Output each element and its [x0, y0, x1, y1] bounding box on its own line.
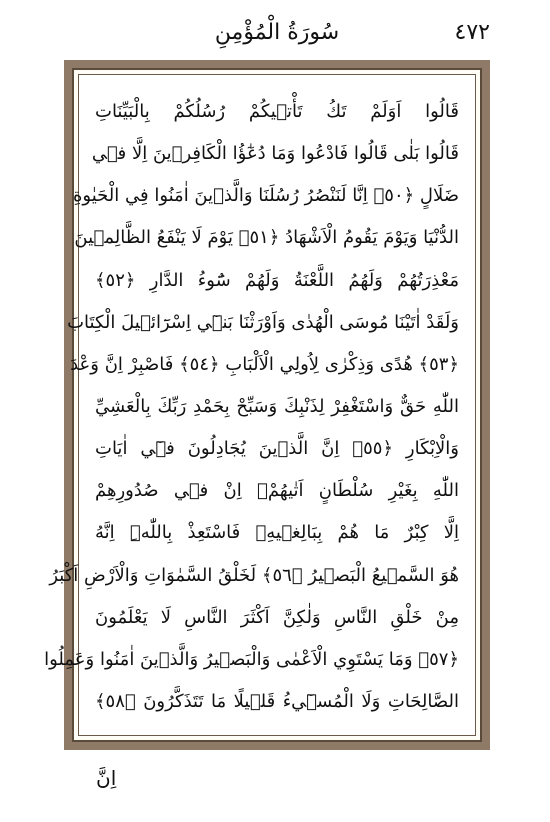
text-line-11: اِلَّا كِبْرٌ مَا هُمْ بِبَالِغ۪يهِۚ فَاسْتَعِذْ بِاللّٰهِۜ اِنَّهُ [95, 522, 459, 544]
text-line-9: وَالْاِبْكَارِ ﴿٥٥﴾ اِنَّ الَّذ۪ينَ يُجَادِلُونَ ف۪ٓي اٰيَاتِ [95, 438, 459, 460]
text-line-3: ضَلَالٍ ﴿٥٠﴾ اِنَّا لَنَنْصُرُ رُسُلَنَا وَالَّذ۪ينَ اٰمَنُوا فِي الْحَيٰوةِ [73, 185, 459, 207]
frame-inner-border [44, 68, 482, 742]
page-frame [44, 60, 490, 750]
text-line-2: قَالُوا بَلٰى قَالُوا فَادْعُوا وَمَا دُعٰٓؤُا الْكَافِر۪ينَ اِلَّا ف۪ي [91, 143, 459, 165]
text-line-5: مَعْذِرَتُهُمْ وَلَهُمُ اللَّعْنَةُ وَلَهُمْ سُٓوءُ الدَّارِ ﴿٥٢﴾ [95, 269, 459, 291]
catchword: اِنَّ [96, 766, 117, 790]
text-line-14: ﴿٥٧﴾ وَمَا يَسْتَوِي الْاَعْمٰى وَالْبَص۪يرُ وَالَّذ۪ينَ اٰمَنُوا وَعَمِلُوا [44, 648, 459, 670]
surah-title: سُورَةُ الْمُؤْمِنِ [214, 20, 340, 45]
quran-text-panel [44, 74, 476, 736]
text-line-10: اللّٰهِ بِغَيْرِ سُلْطَانٍ اَتٰيهُمْۙ اِنْ ف۪ي صُدُورِهِمْ [95, 480, 459, 502]
text-line-1: قَالُوا اَوَلَمْ تَكُ تَأْت۪يكُمْ رُسُلُكُمْ بِالْبَيِّنَاتِ [95, 101, 459, 122]
page-number: ٤٧٢ [454, 20, 490, 45]
text-line-13: مِنْ خَلْقِ النَّاسِ وَلٰكِنَّ اَكْثَرَ النَّاسِ لَا يَعْلَمُونَ [95, 606, 459, 628]
text-line-4: الدُّنْيَا وَيَوْمَ يَقُومُ الْاَشْهَادُ ﴿٥١﴾ يَوْمَ لَا يَنْفَعُ الظَّالِم۪ينَ [74, 227, 459, 249]
text-line-12: هُوَ السَّم۪يعُ الْبَص۪يرُ ﴿٥٦﴾ لَخَلْقُ السَّمٰوَاتِ وَالْاَرْضِ اَكْبَرُ [49, 564, 459, 586]
text-line-6: وَلَقَدْ اٰتَيْنَا مُوسَى الْهُدٰى وَاَوْرَثْنَا بَن۪ٓي اِسْرَٓائ۪يلَ الْكِتَابَ [67, 311, 459, 333]
text-line-15: الصَّالِحَاتِ وَلَا الْمُس۪ٓيءُ قَل۪يلًا مَا تَتَذَكَّرُونَ ﴿٥٨﴾ [95, 690, 459, 712]
text-line-8: اللّٰهِ حَقٌّ وَاسْتَغْفِرْ لِذَنْبِكَ وَسَبِّحْ بِحَمْدِ رَبِّكَ بِالْعَشِيِّ [95, 395, 459, 417]
text-line-7: ﴿٥٣﴾ هُدًى وَذِكْرٰى لِاُولِي الْاَلْبَابِ ﴿٥٤﴾ فَاصْبِرْ اِنَّ وَعْدَ [70, 353, 459, 375]
page-header [64, 16, 490, 52]
